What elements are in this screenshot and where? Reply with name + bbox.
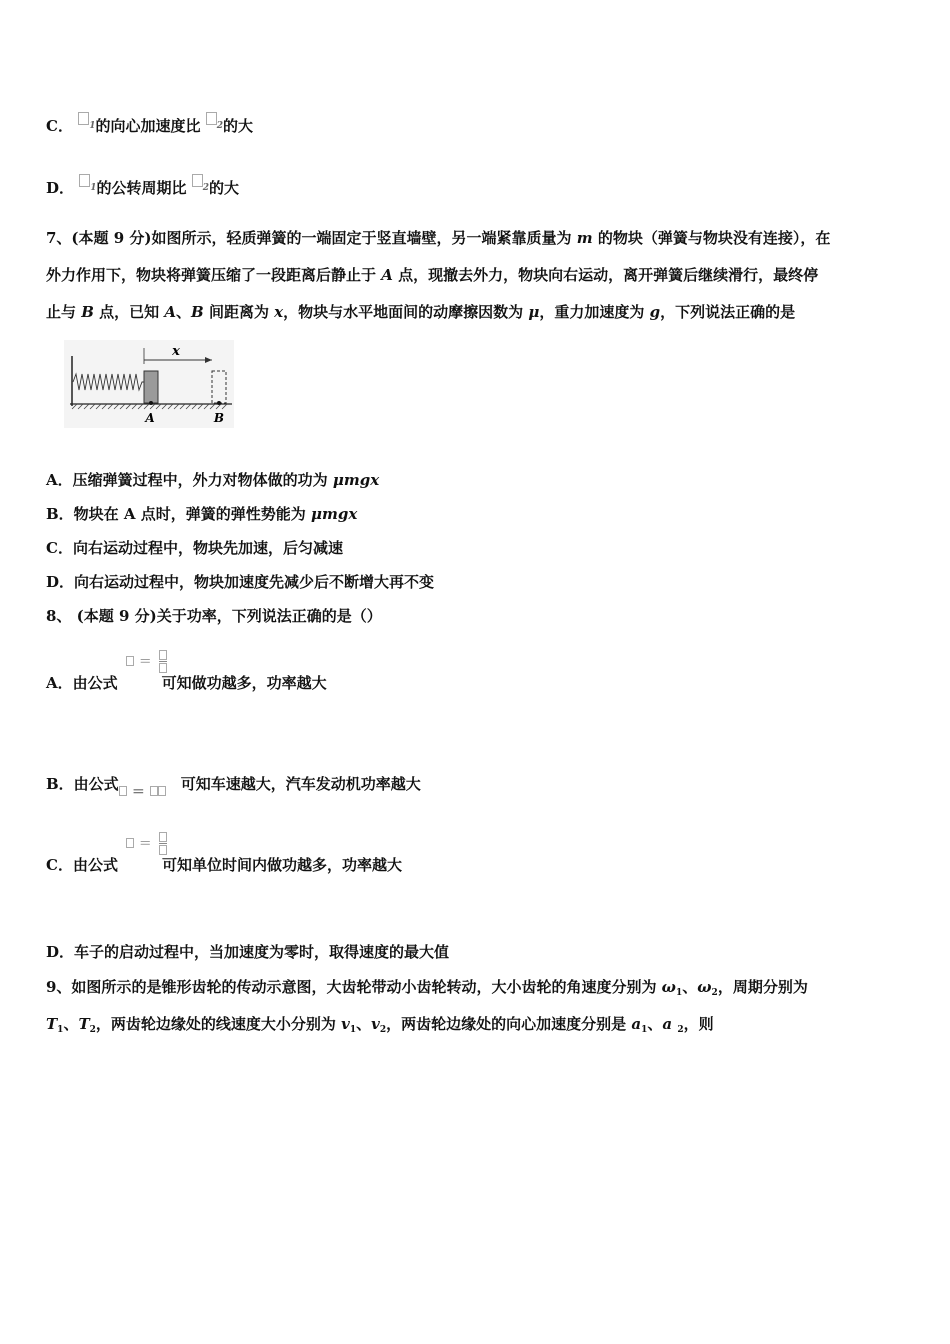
var: T <box>78 1015 90 1033</box>
formula-placeholder-icon <box>159 832 167 842</box>
var: a <box>662 1015 678 1033</box>
formula-placeholder-icon <box>78 112 89 125</box>
subscript: 2 <box>202 183 210 193</box>
formula-placeholder-icon <box>192 174 203 187</box>
option-text: 的公转周期比 <box>96 179 187 197</box>
q7-option-c <box>46 538 343 558</box>
subscript: 1 <box>641 1025 648 1035</box>
q7-option-b <box>46 504 357 524</box>
q7-stem-line-2 <box>46 265 818 285</box>
var: μ <box>528 303 540 321</box>
b-label: B <box>213 411 225 425</box>
point-b <box>217 401 221 405</box>
text: 止与 <box>46 303 82 321</box>
equals-sign: ＝ <box>138 654 152 670</box>
subscript: 2 <box>216 121 223 131</box>
q6-option-c <box>46 116 253 136</box>
text: 的物块（弹簧与物块没有连接），在 <box>592 229 831 247</box>
option-text: 的大 <box>222 117 253 135</box>
q7-option-d <box>46 572 434 592</box>
text: 、 <box>682 978 698 996</box>
formula-placeholder-icon <box>159 663 167 673</box>
var: A <box>164 303 177 321</box>
q8-option-d <box>46 942 449 962</box>
subscript: 1 <box>57 1025 64 1035</box>
subscript: 1 <box>349 1025 357 1035</box>
option-label: C． <box>46 117 73 135</box>
text: ，两齿轮边缘处的向心加速度分别是 <box>386 1015 632 1033</box>
var: ω <box>661 978 676 996</box>
formula: μmgx <box>311 505 358 523</box>
text: 间距离为 <box>203 303 275 321</box>
formula-p-equals-w-over-t <box>126 650 167 673</box>
subscript: 1 <box>675 988 683 998</box>
q7-stem-line-3 <box>46 302 795 322</box>
option-text: B．由公式 <box>46 775 119 793</box>
a-label: A <box>145 411 155 425</box>
option-text: D．车子的启动过程中，当加速度为零时，取得速度的最大值 <box>46 943 450 961</box>
q8-option-c <box>46 855 402 875</box>
text: 7、(本题 9 分)如图所示，轻质弹簧的一端固定于竖直墙壁，另一端紧靠质量为 <box>46 229 577 247</box>
fraction <box>159 832 167 855</box>
text: 9、如图所示的是锥形齿轮的传动示意图，大齿轮带动小齿轮转动，大小齿轮的角速度分别为 <box>46 978 662 996</box>
q8-option-b <box>46 774 421 800</box>
x-label: x <box>172 344 180 359</box>
block-a <box>144 371 158 403</box>
subscript: 1 <box>89 121 96 131</box>
var: v <box>341 1015 350 1033</box>
formula-placeholder-icon <box>158 786 166 796</box>
var: T <box>46 1015 58 1033</box>
formula: μmgx <box>332 471 380 489</box>
q8-option-a <box>46 673 327 693</box>
text: 、 <box>63 1015 79 1033</box>
text: ，则 <box>683 1015 714 1033</box>
formula-placeholder-icon <box>206 112 217 125</box>
formula-placeholder-icon <box>126 838 134 848</box>
q9-stem-line-1 <box>46 977 808 1003</box>
text: ，物块与水平地面间的动摩擦因数为 <box>283 303 529 321</box>
equals-sign: ＝ <box>138 836 152 852</box>
formula-placeholder-icon <box>150 786 158 796</box>
formula-placeholder-icon <box>79 174 90 187</box>
text: 、 <box>356 1015 372 1033</box>
text: 点，已知 <box>93 303 165 321</box>
option-text: A．压缩弹簧过程中，外力对物体做的功为 <box>46 471 333 489</box>
var: v <box>371 1015 380 1033</box>
text: 外力作用下，物块将弹簧压缩了一段距离后静止于 <box>46 266 382 284</box>
option-text: A．由公式 <box>46 674 118 692</box>
subscript: 2 <box>379 1025 387 1035</box>
formula-placeholder-icon <box>159 650 167 660</box>
var: B <box>81 303 94 321</box>
var: g <box>649 303 661 321</box>
option-text: D．向右运动过程中，物块加速度先减少后不断增大再不变 <box>46 573 435 591</box>
option-text: C．向右运动过程中，物块先加速，后匀减速 <box>46 539 343 557</box>
option-text: 可知车速越大，汽车发动机功率越大 <box>180 775 421 793</box>
option-text: C．由公式 <box>46 856 118 874</box>
q7-option-a <box>46 470 379 490</box>
text: 、 <box>647 1015 663 1033</box>
q9-stem-line-2 <box>46 1014 714 1040</box>
q7-stem-line-1 <box>46 228 830 248</box>
q8-stem <box>46 606 382 626</box>
formula-placeholder-icon <box>126 656 134 666</box>
var: x <box>274 303 284 321</box>
text: ，重力加速度为 <box>539 303 650 321</box>
option-label: D． <box>46 179 75 197</box>
fraction <box>159 650 167 673</box>
spring-block-figure <box>64 340 234 428</box>
point-a <box>149 401 153 405</box>
formula-placeholder-icon <box>119 786 127 796</box>
text: 点，现撤去外力，物块向右运动，离开弹簧后继续滑行，最终停 <box>392 266 819 284</box>
q6-option-d <box>46 178 239 198</box>
option-text: B．物块在 A 点时，弹簧的弹性势能为 <box>46 505 311 523</box>
option-text: 可知单位时间内做功越多，功率越大 <box>161 856 402 874</box>
text: ，周期分别为 <box>717 978 808 996</box>
subscript: 2 <box>677 1025 684 1035</box>
option-text: 的大 <box>209 179 240 197</box>
var: m <box>576 229 593 247</box>
subscript: 1 <box>90 183 97 193</box>
question-text: 8、 (本题 9 分)关于功率，下列说法正确的是（） <box>46 607 382 625</box>
text: 、 <box>176 303 192 321</box>
text: ，两齿轮边缘处的线速度大小分别为 <box>95 1015 342 1033</box>
option-text: 可知做功越多，功率越大 <box>161 674 327 692</box>
text: ，下列说法正确的是 <box>660 303 796 321</box>
formula-placeholder-icon <box>159 845 167 855</box>
formula-p-equals-w-over-t <box>126 832 167 855</box>
option-text: 的向心加速度比 <box>95 117 201 135</box>
equals-sign: ＝ <box>131 785 145 800</box>
var: a <box>631 1015 642 1033</box>
var: A <box>381 266 393 284</box>
subscript: 2 <box>711 988 718 998</box>
var: B <box>191 303 204 321</box>
var: ω <box>697 978 712 996</box>
subscript: 2 <box>89 1025 96 1035</box>
